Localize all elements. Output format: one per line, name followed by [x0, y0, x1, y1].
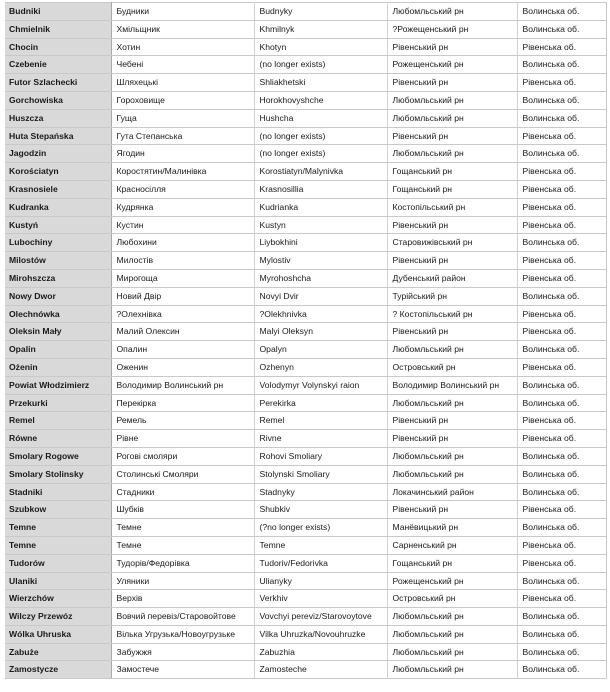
district-cell: Рівенський рн — [387, 501, 517, 519]
ukrainian-name-cell: Рогові смоляри — [111, 447, 254, 465]
transliteration-cell: Zabuzhia — [254, 643, 387, 661]
polish-name-cell: Nowy Dwor — [5, 287, 111, 305]
ukrainian-name-cell: ?Олехнівка — [111, 305, 254, 323]
polish-name-cell: Powiat Włodzimierz — [5, 376, 111, 394]
ukrainian-name-cell: Коростятин/Малинівка — [111, 163, 254, 181]
transliteration-cell: Hushcha — [254, 109, 387, 127]
oblast-cell: Рівенська об. — [517, 74, 606, 92]
ukrainian-name-cell: Рівне — [111, 430, 254, 448]
oblast-cell: Рівенська об. — [517, 269, 606, 287]
table-row — [5, 376, 606, 394]
district-cell: Любомльський рн — [387, 608, 517, 626]
transliteration-cell: Myrohoshcha — [254, 269, 387, 287]
polish-name-cell: Jagodzin — [5, 145, 111, 163]
ukrainian-name-cell: Красносілля — [111, 180, 254, 198]
oblast-cell: Волинська об. — [517, 572, 606, 590]
polish-name-cell: Opalin — [5, 341, 111, 359]
table-row — [5, 590, 606, 608]
polish-name-cell: Temne — [5, 536, 111, 554]
polish-name-cell: Stadniki — [5, 483, 111, 501]
district-cell: ?Рожещенський рн — [387, 20, 517, 38]
district-cell: Любомльський рн — [387, 625, 517, 643]
district-cell: Рівенський рн — [387, 38, 517, 56]
district-cell: Рожещенський рн — [387, 572, 517, 590]
polish-name-cell: Gorchowiska — [5, 91, 111, 109]
transliteration-cell: Khmilnyk — [254, 20, 387, 38]
ukrainian-name-cell: Любохини — [111, 234, 254, 252]
polish-name-cell: Milostów — [5, 252, 111, 270]
transliteration-cell: Ulianyky — [254, 572, 387, 590]
table-row — [5, 74, 606, 92]
district-cell: Гощанський рн — [387, 180, 517, 198]
transliteration-cell: Novyi Dvir — [254, 287, 387, 305]
district-cell: Любомльський рн — [387, 3, 517, 21]
oblast-cell: Волинська об. — [517, 643, 606, 661]
transliteration-cell: Remel — [254, 412, 387, 430]
district-cell: Рівенський рн — [387, 430, 517, 448]
ukrainian-name-cell: Хмільщник — [111, 20, 254, 38]
ukrainian-name-cell: Вовчий перевіз/Старовойтове — [111, 608, 254, 626]
transliteration-cell: Korostiatyn/Malynivka — [254, 163, 387, 181]
table-row — [5, 323, 606, 341]
table-row — [5, 287, 606, 305]
polish-name-cell: Równe — [5, 430, 111, 448]
ukrainian-name-cell: Верхів — [111, 590, 254, 608]
ukrainian-name-cell: Милостів — [111, 252, 254, 270]
district-cell: Володимир Волинський рн — [387, 376, 517, 394]
polish-name-cell: Czebenie — [5, 56, 111, 74]
oblast-cell: Рівенська об. — [517, 501, 606, 519]
oblast-cell: Волинська об. — [517, 109, 606, 127]
transliteration-cell: Temne — [254, 536, 387, 554]
transliteration-cell: Tudoriv/Fedorivka — [254, 554, 387, 572]
table-row — [5, 145, 606, 163]
table-row — [5, 572, 606, 590]
polish-name-cell: Krasnosiele — [5, 180, 111, 198]
district-cell: Гощанський рн — [387, 554, 517, 572]
polish-name-cell: Wierzchów — [5, 590, 111, 608]
transliteration-cell: Vovchyi pereviz/Starovoytove — [254, 608, 387, 626]
polish-name-cell: Chocin — [5, 38, 111, 56]
ukrainian-name-cell: Опалин — [111, 341, 254, 359]
district-cell: Дубенський район — [387, 269, 517, 287]
transliteration-cell: (no longer exists) — [254, 145, 387, 163]
transliteration-cell: ?Olekhnivka — [254, 305, 387, 323]
table-row — [5, 305, 606, 323]
oblast-cell: Рівенська об. — [517, 38, 606, 56]
polish-name-cell: Olechnówka — [5, 305, 111, 323]
table-row — [5, 608, 606, 626]
ukrainian-name-cell: Замостече — [111, 661, 254, 679]
transliteration-cell: Kustyn — [254, 216, 387, 234]
oblast-cell: Рівенська об. — [517, 198, 606, 216]
polish-name-cell: Smolary Rogowe — [5, 447, 111, 465]
district-cell: Рівенський рн — [387, 252, 517, 270]
table-row — [5, 643, 606, 661]
oblast-cell: Волинська об. — [517, 376, 606, 394]
oblast-cell: Волинська об. — [517, 519, 606, 537]
transliteration-cell: Vilka Uhruzka/Novouhruzke — [254, 625, 387, 643]
oblast-cell: Волинська об. — [517, 91, 606, 109]
district-cell: Сарненський рн — [387, 536, 517, 554]
oblast-cell: Рівенська об. — [517, 180, 606, 198]
table-row — [5, 20, 606, 38]
district-cell: Любомльський рн — [387, 394, 517, 412]
table-row — [5, 163, 606, 181]
table-body — [5, 3, 606, 679]
oblast-cell: Рівенська об. — [517, 430, 606, 448]
table-row — [5, 625, 606, 643]
ukrainian-name-cell: Вілька Угрузька/Новоугрузьке — [111, 625, 254, 643]
transliteration-cell: Zamosteche — [254, 661, 387, 679]
oblast-cell: Волинська об. — [517, 20, 606, 38]
transliteration-cell: (no longer exists) — [254, 56, 387, 74]
oblast-cell: Волинська об. — [517, 661, 606, 679]
oblast-cell: Рівенська об. — [517, 305, 606, 323]
oblast-cell: Волинська об. — [517, 608, 606, 626]
district-cell: Рівенський рн — [387, 74, 517, 92]
district-cell: Турійський рн — [387, 287, 517, 305]
table-row — [5, 536, 606, 554]
oblast-cell: Рівенська об. — [517, 252, 606, 270]
ukrainian-name-cell: Оженин — [111, 358, 254, 376]
district-cell: Любомльський рн — [387, 341, 517, 359]
polish-name-cell: Tudorów — [5, 554, 111, 572]
oblast-cell: Рівенська об. — [517, 163, 606, 181]
oblast-cell: Волинська об. — [517, 341, 606, 359]
district-cell: Любомльський рн — [387, 643, 517, 661]
transliteration-cell: Stadnyky — [254, 483, 387, 501]
transliteration-cell: Shubkiv — [254, 501, 387, 519]
oblast-cell: Рівенська об. — [517, 536, 606, 554]
table-row — [5, 252, 606, 270]
oblast-cell: Волинська об. — [517, 625, 606, 643]
oblast-cell: Волинська об. — [517, 394, 606, 412]
transliteration-cell: Rivne — [254, 430, 387, 448]
polish-name-cell: Huta Stepańska — [5, 127, 111, 145]
table-row — [5, 180, 606, 198]
oblast-cell: Рівенська об. — [517, 412, 606, 430]
table-row — [5, 465, 606, 483]
table-row — [5, 341, 606, 359]
table-row — [5, 38, 606, 56]
oblast-cell: Волинська об. — [517, 483, 606, 501]
polish-name-cell: Budniki — [5, 3, 111, 21]
polish-name-cell: Oleksin Mały — [5, 323, 111, 341]
polish-name-cell: Ożenin — [5, 358, 111, 376]
transliteration-cell: Rohovi Smoliary — [254, 447, 387, 465]
oblast-cell: Рівенська об. — [517, 590, 606, 608]
oblast-cell: Волинська об. — [517, 287, 606, 305]
transliteration-cell: Mylostiv — [254, 252, 387, 270]
ukrainian-name-cell: Столинські Смоляри — [111, 465, 254, 483]
table-row — [5, 501, 606, 519]
table-row — [5, 56, 606, 74]
polish-name-cell: Przekurki — [5, 394, 111, 412]
ukrainian-name-cell: Забужжя — [111, 643, 254, 661]
ukrainian-name-cell: Новий Двір — [111, 287, 254, 305]
ukrainian-name-cell: Володимир Волинський рн — [111, 376, 254, 394]
ukrainian-name-cell: Чебені — [111, 56, 254, 74]
table-row — [5, 216, 606, 234]
table-row — [5, 109, 606, 127]
polish-name-cell: Temne — [5, 519, 111, 537]
table-row — [5, 661, 606, 679]
ukrainian-name-cell: Шляхецькі — [111, 74, 254, 92]
polish-name-cell: Wilczy Przewóz — [5, 608, 111, 626]
district-cell: Костопільський рн — [387, 198, 517, 216]
district-cell: Старовижівський рн — [387, 234, 517, 252]
oblast-cell: Рівенська об. — [517, 323, 606, 341]
ukrainian-name-cell: Мирогоща — [111, 269, 254, 287]
ukrainian-name-cell: Хотин — [111, 38, 254, 56]
district-cell: Манёвицький рн — [387, 519, 517, 537]
oblast-cell: Рівенська об. — [517, 127, 606, 145]
polish-name-cell: Chmielnik — [5, 20, 111, 38]
district-cell: Любомльський рн — [387, 465, 517, 483]
district-cell: Локачинський район — [387, 483, 517, 501]
table-row — [5, 412, 606, 430]
table-row — [5, 554, 606, 572]
polish-name-cell: Zamostycze — [5, 661, 111, 679]
ukrainian-name-cell: Ремель — [111, 412, 254, 430]
polish-name-cell: Kudranka — [5, 198, 111, 216]
transliteration-cell: Khotyn — [254, 38, 387, 56]
transliteration-cell: Ozhenyn — [254, 358, 387, 376]
table-row — [5, 394, 606, 412]
polish-name-cell: Smolary Stolinsky — [5, 465, 111, 483]
transliteration-cell: (?no longer exists) — [254, 519, 387, 537]
ukrainian-name-cell: Перекірка — [111, 394, 254, 412]
district-cell: Рожещенський рн — [387, 56, 517, 74]
district-cell: Любомльський рн — [387, 661, 517, 679]
district-cell: Рівенський рн — [387, 323, 517, 341]
ukrainian-name-cell: Шубків — [111, 501, 254, 519]
transliteration-cell: Horokhovyshche — [254, 91, 387, 109]
table-row — [5, 430, 606, 448]
district-cell: Любомльський рн — [387, 109, 517, 127]
transliteration-cell: Budnyky — [254, 3, 387, 21]
ukrainian-name-cell: Ягодин — [111, 145, 254, 163]
district-cell: Любомльський рн — [387, 91, 517, 109]
oblast-cell: Рівенська об. — [517, 216, 606, 234]
oblast-cell: Волинська об. — [517, 447, 606, 465]
transliteration-cell: Verkhiv — [254, 590, 387, 608]
polish-name-cell: Ulaniki — [5, 572, 111, 590]
polish-name-cell: Zabuże — [5, 643, 111, 661]
district-cell: Рівенський рн — [387, 412, 517, 430]
district-cell: Островський рн — [387, 590, 517, 608]
table-row — [5, 91, 606, 109]
ukrainian-name-cell: Тудорів/Федорівка — [111, 554, 254, 572]
polish-name-cell: Szubkow — [5, 501, 111, 519]
ukrainian-name-cell: Гуща — [111, 109, 254, 127]
ukrainian-name-cell: Гороховище — [111, 91, 254, 109]
district-cell: Рівенський рн — [387, 216, 517, 234]
transliteration-cell: Kudrianka — [254, 198, 387, 216]
oblast-cell: Рівенська об. — [517, 358, 606, 376]
transliteration-cell: Volodymyr Volynskyi raion — [254, 376, 387, 394]
ukrainian-name-cell: Темне — [111, 536, 254, 554]
polish-name-cell: Wólka Uhruska — [5, 625, 111, 643]
ukrainian-name-cell: Гута Степанська — [111, 127, 254, 145]
table-row — [5, 483, 606, 501]
district-cell: Любомльський рн — [387, 145, 517, 163]
table-row — [5, 127, 606, 145]
places-table — [5, 2, 607, 679]
district-cell: Гощанський рн — [387, 163, 517, 181]
oblast-cell: Волинська об. — [517, 56, 606, 74]
oblast-cell: Волинська об. — [517, 234, 606, 252]
table-row — [5, 519, 606, 537]
district-cell: ? Костопільський рн — [387, 305, 517, 323]
ukrainian-name-cell: Будники — [111, 3, 254, 21]
district-cell: Островський рн — [387, 358, 517, 376]
polish-name-cell: Korościatyn — [5, 163, 111, 181]
transliteration-cell: Shliakhetski — [254, 74, 387, 92]
oblast-cell: Рівенська об. — [517, 554, 606, 572]
oblast-cell: Волинська об. — [517, 465, 606, 483]
table-row — [5, 269, 606, 287]
district-cell: Рівенський рн — [387, 127, 517, 145]
transliteration-cell: Krasnosillia — [254, 180, 387, 198]
transliteration-cell: Opalyn — [254, 341, 387, 359]
transliteration-cell: Stolynski Smoliary — [254, 465, 387, 483]
oblast-cell: Волинська об. — [517, 3, 606, 21]
table-row — [5, 3, 606, 21]
polish-name-cell: Mirohszcza — [5, 269, 111, 287]
ukrainian-name-cell: Малий Олексин — [111, 323, 254, 341]
table-row — [5, 447, 606, 465]
polish-name-cell: Futor Szlachecki — [5, 74, 111, 92]
ukrainian-name-cell: Кудрянка — [111, 198, 254, 216]
polish-name-cell: Kustyń — [5, 216, 111, 234]
transliteration-cell: Perekirka — [254, 394, 387, 412]
table-row — [5, 358, 606, 376]
district-cell: Любомльський рн — [387, 447, 517, 465]
polish-name-cell: Huszcza — [5, 109, 111, 127]
table-row — [5, 234, 606, 252]
transliteration-cell: Malyi Oleksyn — [254, 323, 387, 341]
polish-name-cell: Lubochiny — [5, 234, 111, 252]
ukrainian-name-cell: Темне — [111, 519, 254, 537]
ukrainian-name-cell: Кустин — [111, 216, 254, 234]
transliteration-cell: (no longer exists) — [254, 127, 387, 145]
oblast-cell: Волинська об. — [517, 145, 606, 163]
polish-name-cell: Remel — [5, 412, 111, 430]
ukrainian-name-cell: Стадники — [111, 483, 254, 501]
table-row — [5, 198, 606, 216]
ukrainian-name-cell: Уляники — [111, 572, 254, 590]
transliteration-cell: Liybokhini — [254, 234, 387, 252]
